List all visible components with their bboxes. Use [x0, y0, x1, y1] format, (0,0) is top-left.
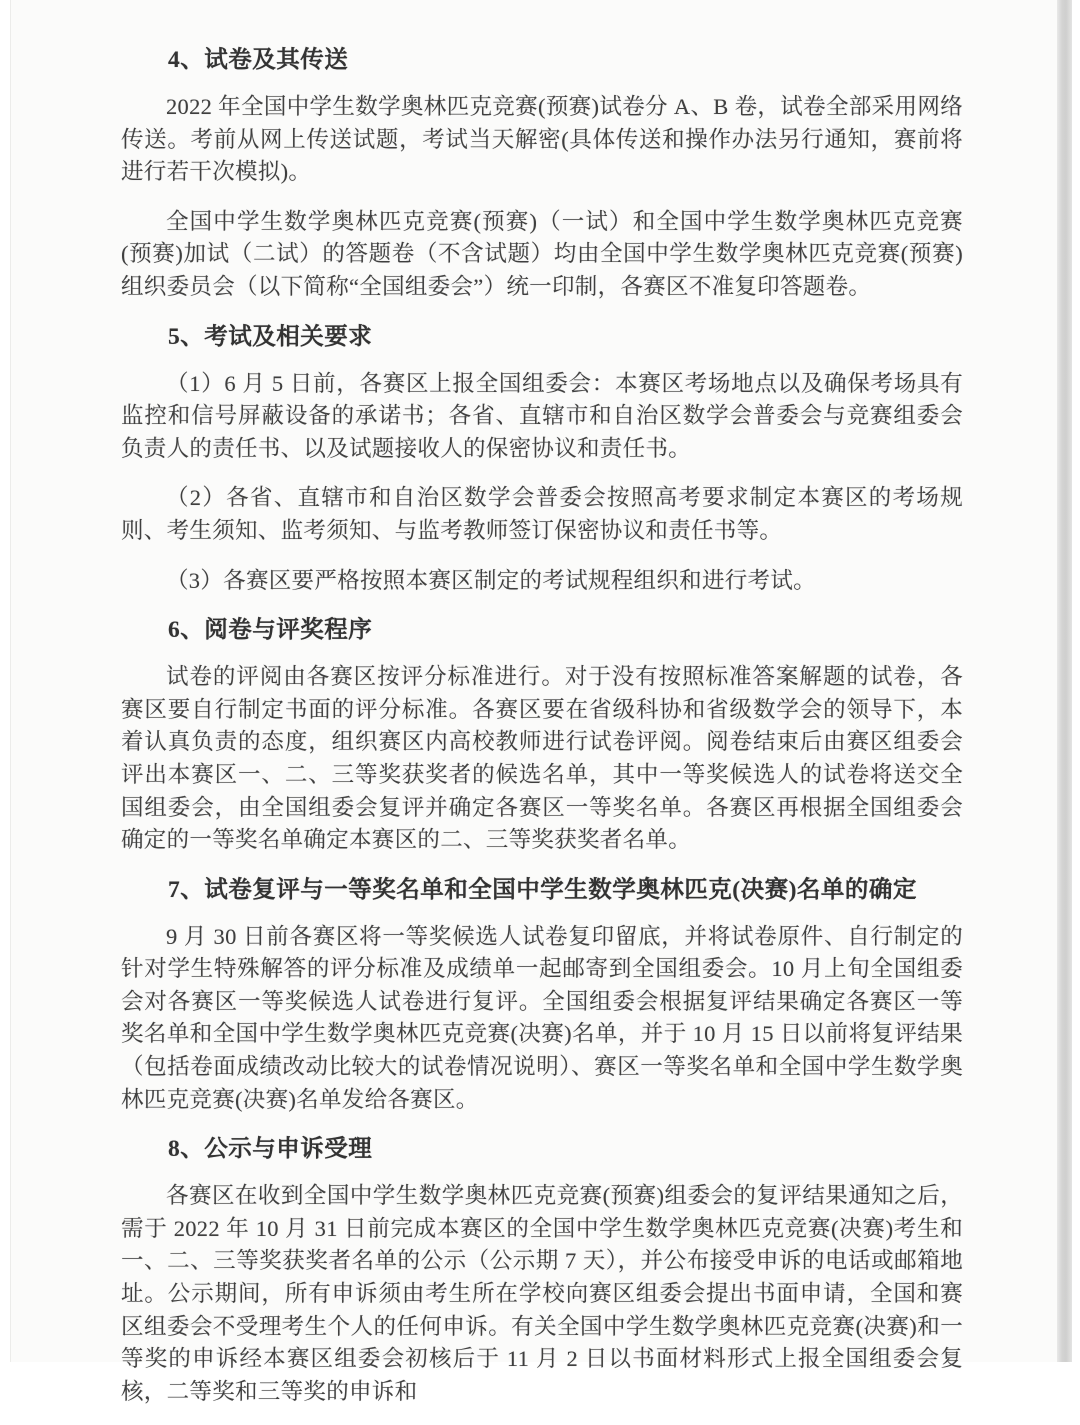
section-exam-requirements: [121, 321, 963, 598]
paragraph: 9 月 30 日前各赛区将一等奖候选人试卷复印留底，并将试卷原件、自行制定的针对学生特殊解答的评分标准及成绩单一起邮寄到全国组委会。10 月上旬全国组委会对各赛区一等奖候选人试卷进行复评。全国组委会根据复评结果确定各赛区一等奖名单和全国中学生数学奥林匹克竞赛(决赛)名单，并于 10 月 15 日以前将复评结果（包括卷面成绩改动比较大的试卷情况说明）、赛区一等奖名单和全国中学生数学奥林匹克竞赛(决赛)名单发给各赛区。: [121, 923, 963, 1112]
page-edge-shadow: [1057, 0, 1072, 1362]
section-exam-papers-and-transmission: [121, 44, 963, 304]
document-page: [10, 0, 1058, 1404]
paragraph: （3）各赛区要严格按照本赛区制定的考试规程组织和进行考试。: [166, 567, 816, 593]
section-grading-and-awards: [121, 614, 963, 857]
paragraph: （1）6 月 5 日前，各赛区上报全国组委会：本赛区考场地点以及确保考场具有监控和信号屏蔽设备的承诺书；各省、直辖市和自治区数学会普委会与竞赛组委会负责人的责任书、以及试题接收人的保密协议和责任书。: [121, 370, 963, 461]
section-heading-5: 5、考试及相关要求: [168, 323, 373, 350]
section-heading-4: 4、试卷及其传送: [168, 47, 349, 73]
section-review-and-finalist-list: [121, 874, 963, 1117]
section-heading-8: 8、公示与申诉受理: [168, 1136, 373, 1163]
paragraph: （2）各省、直辖市和自治区数学会普委会按照高考要求制定本赛区的考场规则、考生须知、监考须知、与监考教师签订保密协议和责任书等。: [121, 485, 963, 543]
section-publicity-and-appeals: [121, 1133, 963, 1408]
section-heading-6: 6、阅卷与评奖程序: [168, 617, 373, 644]
paragraph: 2022 年全国中学生数学奥林匹克竞赛(预赛)试卷分 A、B 卷，试卷全部采用网络传送。考前从网上传送试题，考试当天解密(具体传送和操作办法另行通知，赛前将进行若干次模拟)。: [121, 94, 963, 185]
page-edge-margin: [1072, 0, 1080, 1362]
paragraph: 试卷的评阅由各赛区按评分标准进行。对于没有按照标准答案解题的试卷，各赛区要自行制定书面的评分标准。各赛区要在省级科协和省级数学会的领导下，本着认真负责的态度，组织赛区内高校教师进行试卷评阅。阅卷结束后由赛区组委会评出本赛区一、二、三等奖获奖者的候选名单，其中一等奖候选人的试卷将送交全国组委会，由全国组委会复评并确定各赛区一等奖名单。各赛区再根据全国组委会确定的一等奖名单确定本赛区的二、三等奖获奖者名单。: [121, 664, 963, 853]
paragraph: 全国中学生数学奥林匹克竞赛(预赛)（一试）和全国中学生数学奥林匹克竞赛(预赛)加试（二试）的答题卷（不含试题）均由全国中学生数学奥林匹克竞赛(预赛)组织委员会（以下简称“全国组委会”）统一印制，各赛区不准复印答题卷。: [121, 208, 963, 299]
section-heading-7: 7、试卷复评与一等奖名单和全国中学生数学奥林匹克(决赛)名单的确定: [168, 876, 917, 903]
document-content: [11, 0, 1059, 1425]
paragraph: 各赛区在收到全国中学生数学奥林匹克竞赛(预赛)组委会的复评结果通知之后，需于 2022 年 10 月 31 日前完成本赛区的全国中学生数学奥林匹克竞赛(决赛)考生和一、二、三等奖获奖者名单的公示（公示期 7 天），并公布接受申诉的电话或邮箱地址。公示期间，所有申诉须由考生所在学校向赛区组委会提出书面申请，全国和赛区组委会不受理考生个人的任何申诉。有关全国中学生数学奥林匹克竞赛(决赛)和一等奖的申诉经本赛区组委会初核后于 11 月 2 日以书面材料形式上报全国组委会复核，二等奖和三等奖的申诉和: [121, 1183, 963, 1404]
